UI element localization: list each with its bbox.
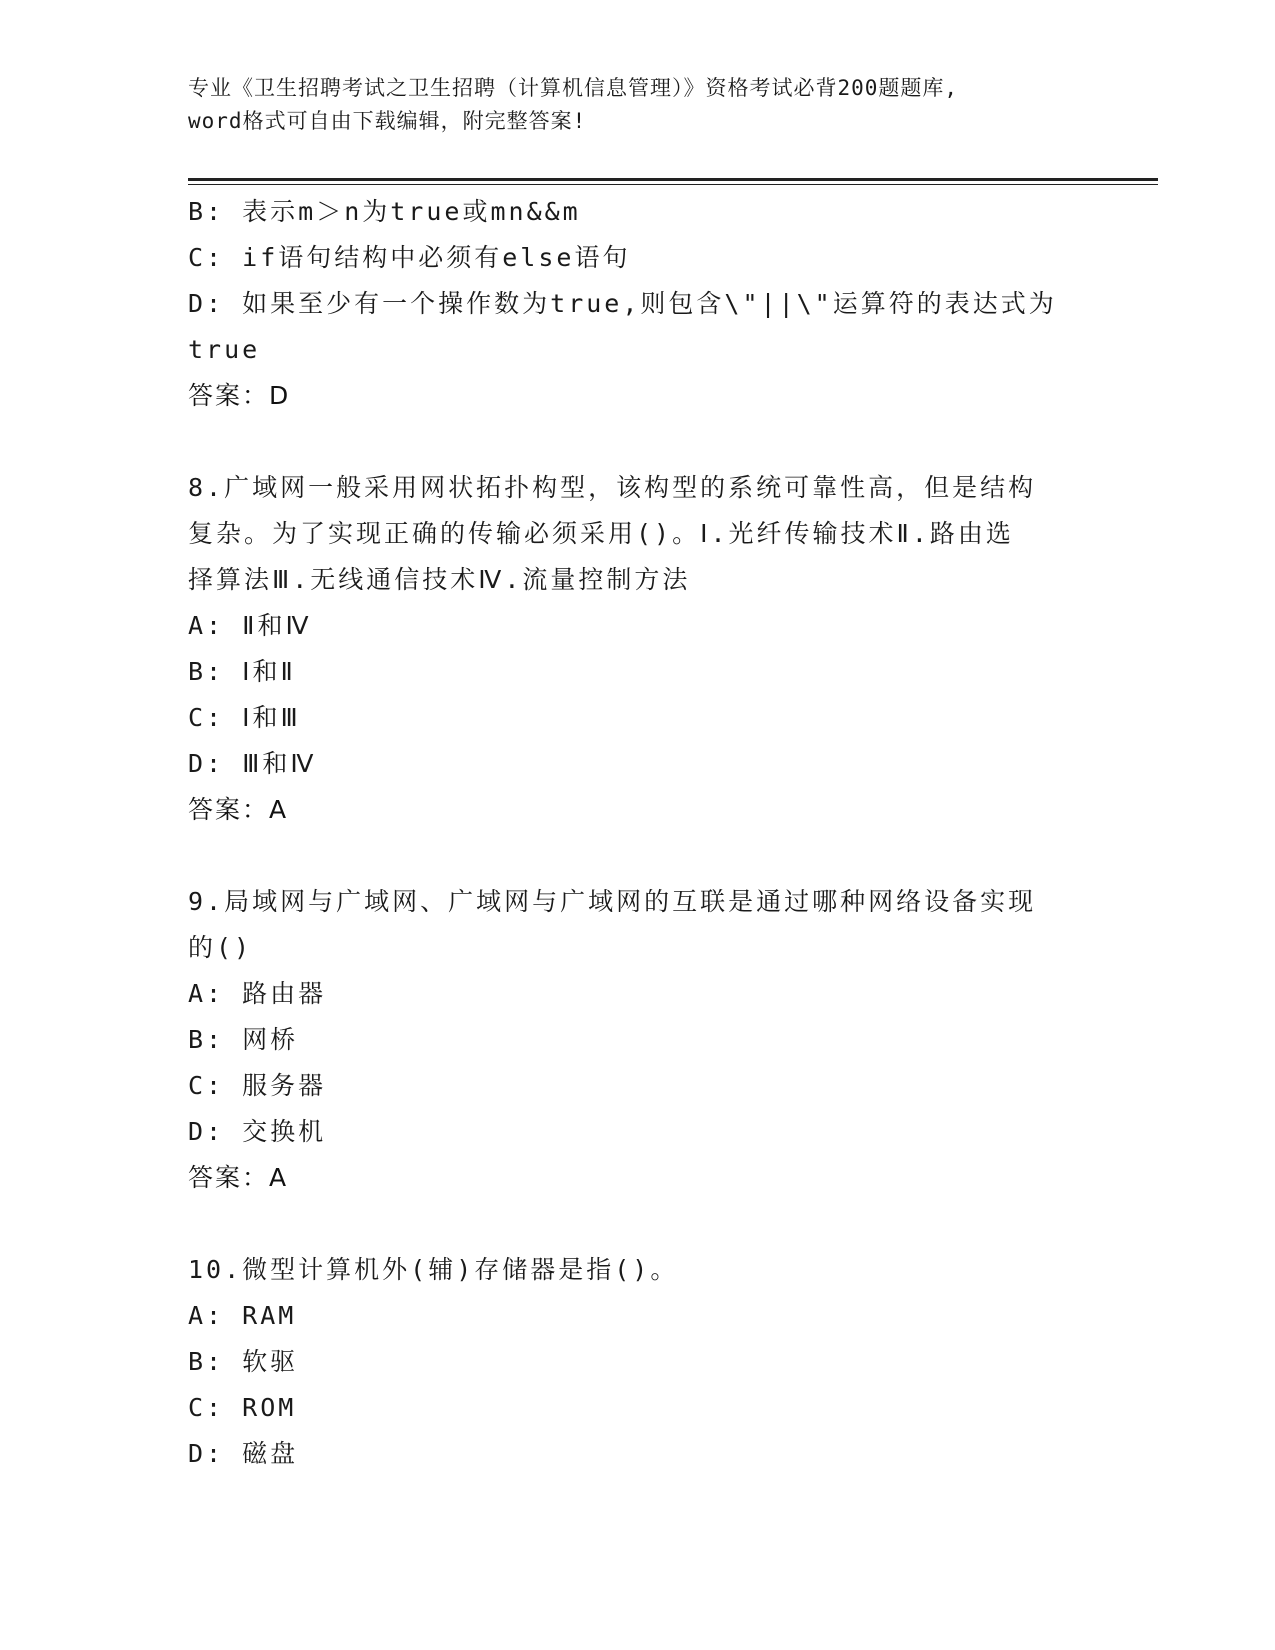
- q8-stem-line-1: 8.广域网一般采用网状拓扑构型，该构型的系统可靠性高，但是结构: [188, 473, 1037, 502]
- q9-option-a: A: 路由器: [188, 979, 327, 1008]
- q9-option-d: D: 交换机: [188, 1117, 327, 1146]
- question-10: [188, 1247, 1088, 1477]
- q9-stem-line-1: 9.局域网与广域网、广域网与广域网的互联是通过哪种网络设备实现: [188, 887, 1037, 916]
- q8-stem-line-2: 复杂。为了实现正确的传输必须采用()。Ⅰ.光纤传输技术Ⅱ.路由选: [188, 519, 1014, 548]
- q7-answer: 答案：D: [188, 381, 291, 410]
- q8-option-c: C: Ⅰ和Ⅲ: [188, 703, 301, 732]
- q9-stem-line-2: 的(): [188, 933, 253, 962]
- header-line-1: 专业《卫生招聘考试之卫生招聘（计算机信息管理）》资格考试必背200题题库,: [188, 76, 959, 100]
- q7-option-c: C: if语句结构中必须有else语句: [188, 243, 631, 272]
- q10-option-a: A: RAM: [188, 1301, 297, 1330]
- q8-option-a: A: Ⅱ和Ⅳ: [188, 611, 312, 640]
- q9-option-b: B: 网桥: [188, 1025, 299, 1054]
- q7-option-b: B: 表示m＞n为true或mn&&m: [188, 197, 581, 226]
- q8-option-d: D: Ⅲ和Ⅳ: [188, 749, 317, 778]
- q10-option-b: B: 软驱: [188, 1347, 299, 1376]
- q10-option-d: D: 磁盘: [188, 1439, 299, 1468]
- question-8: [188, 465, 1088, 833]
- q8-stem-line-3: 择算法Ⅲ.无线通信技术Ⅳ.流量控制方法: [188, 565, 691, 594]
- q9-option-c: C: 服务器: [188, 1071, 327, 1100]
- question-content: [188, 189, 1088, 1477]
- spacer: [188, 1201, 1088, 1247]
- q9-answer: 答案：A: [188, 1163, 289, 1192]
- header-line-2: word格式可自由下载编辑，附完整答案!: [188, 109, 587, 133]
- document-header: [188, 72, 1088, 138]
- q7-option-d-line-2: true: [188, 335, 261, 364]
- q10-option-c: C: ROM: [188, 1393, 297, 1422]
- q8-option-b: B: Ⅰ和Ⅱ: [188, 657, 296, 686]
- q7-option-d-line-1: D: 如果至少有一个操作数为true,则包含\"||\"运算符的表达式为: [188, 289, 1057, 318]
- q8-answer: 答案：A: [188, 795, 289, 824]
- question-7-tail: [188, 189, 1088, 419]
- q10-stem-line-1: 10.微型计算机外(辅)存储器是指()。: [188, 1255, 679, 1284]
- question-9: [188, 879, 1088, 1201]
- header-divider-thin: [188, 184, 1158, 185]
- header-divider-thick: [188, 178, 1158, 181]
- spacer: [188, 419, 1088, 465]
- spacer: [188, 833, 1088, 879]
